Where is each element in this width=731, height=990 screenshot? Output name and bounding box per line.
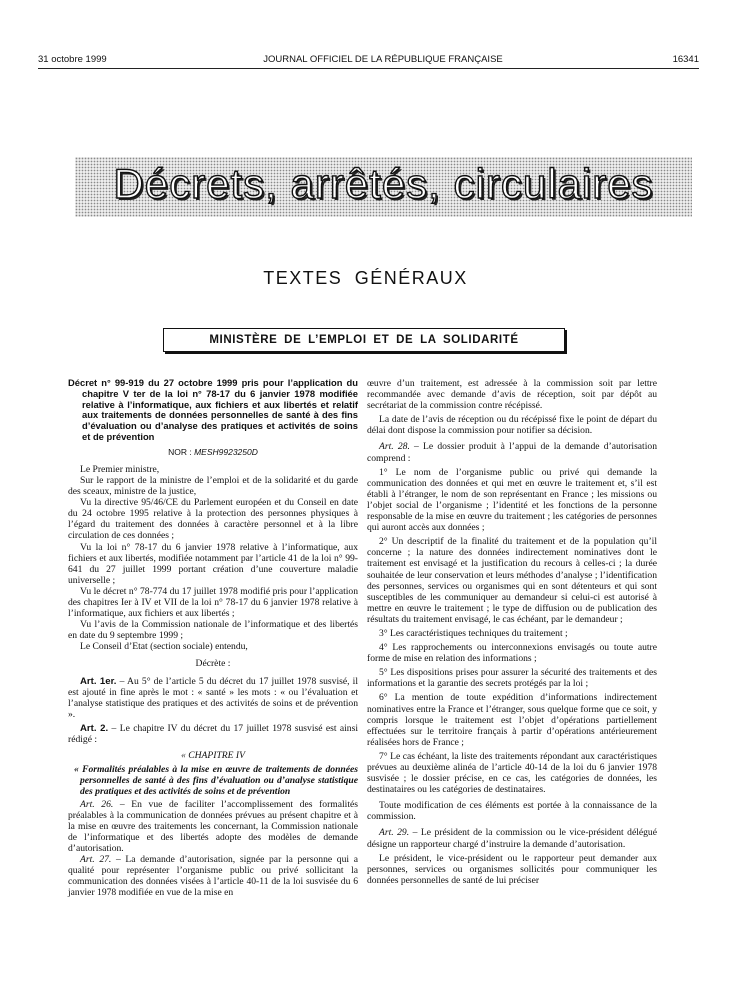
- article-27: [68, 854, 358, 898]
- header-rule: [38, 68, 699, 69]
- chapter-heading: « CHAPITRE IV: [181, 750, 245, 762]
- article-1-label: Art. 1er.: [80, 675, 117, 687]
- nor-reference: [68, 447, 358, 458]
- list-item: 7° Le cas échéant, la liste des traitements répondant aux caractéristiques prévues au deuxième alinéa de l’article 40-14 de la loi du 6 janvier 1978 susvisée ; le dossier précise, en ce cas, les catégories de données, les destinataires ou les catégories de destinataires.: [367, 750, 657, 796]
- article-28: [367, 441, 657, 463]
- article-28-label: Art. 28.: [379, 441, 410, 453]
- right-column: [367, 378, 657, 886]
- article-29-text: – Le président de la commission ou le vice-président délégué désigne un rapporteur chargé d’instruire la demande d’autorisation.: [367, 827, 657, 850]
- chapter-title: « Formalités préalables à la mise en œuvre de traitements de données personnelles de santé à des fins d’évaluation ou d’analyse statistique des pratiques et des activités de soins et de prévention: [74, 764, 358, 798]
- header-date: 31 octobre 1999: [38, 54, 107, 65]
- article-2-text: – Le chapitre IV du décret du 17 juillet 1978 susvisé est ainsi rédigé :: [68, 722, 358, 746]
- paragraph: Le président, le vice-président ou le rapporteur peut demander aux personnes, services ou organismes sollicités pour communiquer les données personnelles de santé de lui préciser: [367, 852, 657, 886]
- list-item: 5° Les dispositions prises pour assurer la sécurité des traitements et des informations et la garantie des secrets protégés par la loi ;: [367, 667, 657, 690]
- article-2: [68, 723, 358, 745]
- paragraph: œuvre d’un traitement, est adressée à la commission soit par lettre recommandée avec demande d’avis de réception, soit par dépôt au secrétariat de la commission contre récépissé.: [367, 378, 657, 412]
- header-journal-title: JOURNAL OFFICIEL DE LA RÉPUBLIQUE FRANÇAISE: [263, 54, 503, 65]
- article-26-text: – En vue de faciliter l’accomplissement des formalités préalables à la communication de données prévues au présent chapitre et à la mise en œuvre des traitements les concernant, la Commission nationale de l’informatique et des libertés adopte des modèles de demande d’autorisation.: [68, 798, 358, 854]
- article-26: [68, 799, 358, 854]
- article-29: [367, 827, 657, 849]
- nor-label: NOR :: [168, 446, 192, 457]
- list-item: 6° La mention de toute expédition d’informations indirectement nominatives entre la France et l’étranger, sous quelque forme que ce soit, y compris lorsque le traitement est l’objet d’opérations partiellement effectuées sur le territoire français à partir d’opérations antérieurement réalisées hors de France ;: [367, 692, 657, 748]
- article-1: [68, 676, 358, 720]
- preamble-line: Vu la loi n° 78-17 du 6 janvier 1978 relative à l’informatique, aux fichiers et aux libertés, modifiée notamment par l’article 41 de la loi n° 99-641 du 27 juillet 1999 portant création d’une couverture maladie universelle ;: [68, 541, 358, 586]
- article-29-label: Art. 29.: [379, 827, 410, 839]
- header-page-number: 16341: [672, 54, 699, 65]
- paragraph: Toute modification de ces éléments est portée à la connaissance de la commission.: [367, 800, 657, 823]
- running-header: [38, 54, 699, 68]
- list-item: 1° Le nom de l’organisme public ou privé qui demande la communication des données et qui met en œuvre le traitement et, s’il est établi à l’étranger, le nom de son représentant en France ; les missions ou l’objet social de l’organisme ; l’identité et les fonctions de la personne responsable de la mise en œuvre du traitement ; les catégories de personnes qui auront accès aux données ;: [367, 466, 657, 534]
- section-banner: [75, 157, 692, 217]
- article-1-text: – Au 5° de l’article 5 du décret du 17 juillet 1978 susvisé, il est ajouté in fine après le mot : « santé » les mots : « ou l’évaluation et l’analyse statistique des pratiques et des activités de soins et de prévention ».: [68, 675, 358, 720]
- article-27-label: Art. 27.: [80, 853, 112, 865]
- preamble-line: Sur le rapport de la ministre de l’emploi et de la solidarité et du garde des sceaux, ministre de la justice,: [68, 474, 358, 498]
- left-column: [68, 378, 358, 898]
- banner-title: Décrets, arrêtés, circulaires: [113, 160, 654, 207]
- decrete-heading: Décrète :: [195, 658, 231, 670]
- article-26-label: Art. 26.: [80, 798, 114, 810]
- list-item: 4° Les rapprochements ou interconnexions envisagés ou toute autre forme de mise en relation des informations ;: [367, 642, 657, 665]
- section-title: TEXTES GÉNÉRAUX: [263, 268, 468, 288]
- list-item: 2° Un descriptif de la finalité du traitement et de la population qu’il concerne ; la nature des données indirectement nominatives dont le traitement est envisagé et la justification du recours à celles-ci ; la durée souhaitée de leur conservation et leurs méthodes d’analyse ; l’identification des personnes, services ou organismes qui en sont détenteurs et qui sont susceptibles de les communiquer au demandeur si celui-ci est autorisé à mettre en œuvre le traitement ; le type de diffusion ou de publication des résultats du traitement envisagé, le cas échéant, par le demandeur ;: [367, 536, 657, 625]
- preamble-line: Vu le décret n° 78-774 du 17 juillet 1978 modifié pris pour l’application des chapitres Ier à IV et VII de la loi n° 78-17 du 6 janvier 1978 relative à l’informatique, aux fichiers et aux libertés ;: [68, 585, 358, 620]
- article-2-label: Art. 2.: [80, 722, 109, 734]
- article-28-text: – Le dossier produit à l’appui de la demande d’autorisation comprend :: [367, 441, 657, 464]
- preamble-line: Le Premier ministre,: [80, 463, 160, 475]
- article-27-text: – La demande d’autorisation, signée par la personne qui a qualité pour représenter l’organisme public ou privé sollicitant la communication des données visées à l’article 40-11 de la loi susvisée du 6 janvier 1978 modifiée en vue de la mise en: [68, 853, 358, 899]
- nor-code: MESH9923250D: [194, 446, 258, 457]
- preamble-line: Vu l’avis de la Commission nationale de l’informatique et des libertés en date du 9 septembre 1999 ;: [68, 619, 358, 642]
- paragraph: La date de l’avis de réception ou du récépissé fixe le point de départ du délai dont dispose la commission pour notifier sa décision.: [367, 414, 657, 437]
- preamble-line: Vu la directive 95/46/CE du Parlement européen et du Conseil en date du 24 octobre 1995 relative à la protection des personnes physiques à l’égard du traitement des données à caractère personnel et à la libre circulation de ces données ;: [68, 497, 358, 542]
- list-item: 3° Les caractéristiques techniques du traitement ;: [379, 627, 568, 639]
- ministry-box: MINISTÈRE DE L’EMPLOI ET DE LA SOLIDARITÉ: [163, 328, 565, 352]
- preamble-line: Le Conseil d’Etat (section sociale) entendu,: [80, 641, 248, 653]
- decree-title: Décret n° 99-919 du 27 octobre 1999 pris pour l’application du chapitre V ter de la loi n° 78-17 du 6 janvier 1978 modifiée relative à l’informatique, aux fichiers et aux libertés et relatif aux traitements de données personnelles de santé à des fins d’évaluation ou d’analyse des pratiques et activités de soins et de prévention: [68, 377, 358, 442]
